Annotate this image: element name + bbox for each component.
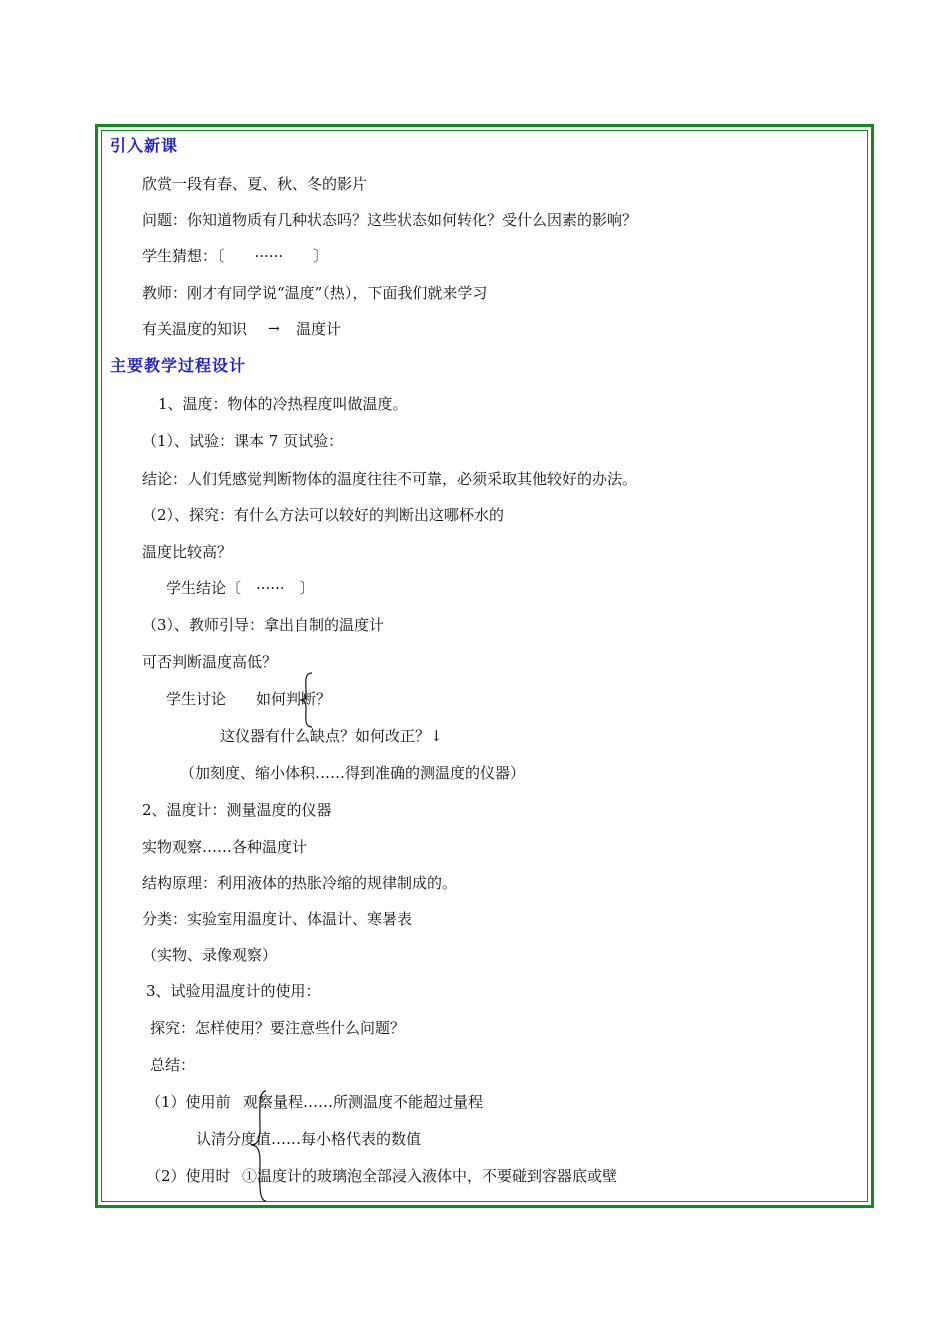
heading-intro: 引入新课 xyxy=(110,136,179,155)
main-line-4: （2）、探究：有什么方法可以较好的判断出这哪杯水的 xyxy=(142,506,505,524)
main-line-7: （3）、教师引导：拿出自制的温度计 xyxy=(142,616,385,634)
main-line-15: 分类：实验室用温度计、体温计、寒暑表 xyxy=(142,910,413,928)
main-line-6: 学生结论〔 ······ 〕 xyxy=(166,579,315,597)
main-line-11: （加刻度、缩小体积……得到准确的测温度的仪器） xyxy=(180,764,526,782)
main-line-19: 总结： xyxy=(150,1056,196,1074)
main-line-20a: （1）使用前 xyxy=(146,1093,231,1111)
main-line-17: 3、试验用温度计的使用： xyxy=(146,982,321,1000)
main-line-8: 可否判断温度高低？ xyxy=(142,653,278,671)
main-line-9b: 如何判断？ xyxy=(256,690,332,708)
main-line-2: （1）、试验：课本 7 页试验： xyxy=(142,432,344,450)
intro-line-1: 欣赏一段有春、夏、秋、冬的影片 xyxy=(142,175,368,193)
main-line-20b: 观察量程……所测温度不能超过量程 xyxy=(243,1093,484,1111)
main-line-22a: （2）使用时 xyxy=(146,1167,231,1185)
main-line-16: （实物、录像观察） xyxy=(142,946,278,964)
intro-line-3: 学生猜想：〔 ······ 〕 xyxy=(142,247,329,265)
main-line-1: 1、温度：物体的冷热程度叫做温度。 xyxy=(158,395,408,413)
main-line-13: 实物观察……各种温度计 xyxy=(142,838,308,856)
intro-line-2: 问题：你知道物质有几种状态吗？这些状态如何转化？受什么因素的影响？ xyxy=(142,211,638,229)
intro-line-5a: 有关温度的知识 xyxy=(142,320,248,338)
main-line-22b: ①温度计的玻璃泡全部浸入液体中，不要碰到容器底或壁 xyxy=(242,1167,618,1185)
main-line-3: 结论：人们凭感觉判断物体的温度往往不可靠，必须采取其他较好的办法。 xyxy=(142,470,638,488)
intro-line-5b: 温度计 xyxy=(296,320,342,338)
heading-main: 主要教学过程设计 xyxy=(110,356,247,375)
right-arrow-icon: → xyxy=(268,321,280,337)
main-line-5: 温度比较高？ xyxy=(142,543,233,561)
main-line-12: 2、温度计：测量温度的仪器 xyxy=(142,801,332,819)
main-line-21: 认清分度值……每小格代表的数值 xyxy=(196,1130,422,1148)
main-line-14: 结构原理：利用液体的热胀冷缩的规律制成的。 xyxy=(142,874,458,892)
main-line-10: 这仪器有什么缺点？如何改正？↓ xyxy=(220,727,443,745)
main-line-9a: 学生讨论 xyxy=(166,690,227,708)
brace-icon xyxy=(298,672,316,728)
intro-line-4: 教师：刚才有同学说“温度”（热），下面我们就来学习 xyxy=(142,284,488,302)
main-line-18: 探究：怎样使用？要注意些什么问题？ xyxy=(150,1019,406,1037)
